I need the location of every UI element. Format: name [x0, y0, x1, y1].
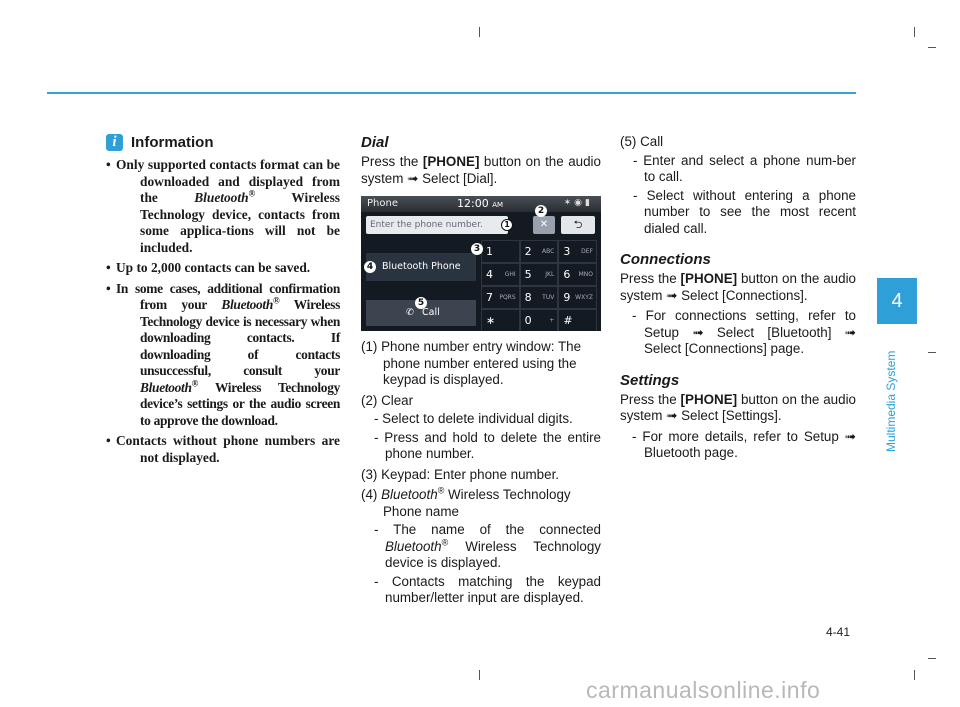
key-9[interactable]: 9 WXYZ [558, 286, 597, 309]
list-item: • Up to 2,000 contacts can be saved. [106, 260, 311, 275]
phone-number-input[interactable]: Enter the phone number. [366, 216, 508, 234]
callout-5: 5 [415, 297, 427, 309]
connections-title: Connections [620, 251, 711, 268]
information-header [106, 134, 340, 151]
callout-4: 4 [364, 261, 376, 273]
connections-intro: Press the [PHONE] button on the audio system ➟ Select [Connections]. [620, 271, 856, 303]
list-item: (1) Phone number entry window: The phone number entered using the keypad is displayed. [361, 339, 582, 387]
call-connections-settings [620, 134, 856, 462]
key-1[interactable]: 1 [481, 240, 520, 263]
settings-title: Settings [620, 371, 680, 389]
back-icon[interactable]: ⮌ [561, 216, 595, 234]
dial-intro: Press the [PHONE] button on the audio system ➟ Select [Dial]. [361, 154, 601, 186]
key-3[interactable]: 3 DEF [558, 240, 597, 263]
key-star[interactable]: ∗ [481, 309, 520, 331]
callout-1: 1 [501, 219, 513, 231]
keypad [481, 240, 597, 328]
phone-dial-screen [361, 196, 601, 331]
callout-3: 3 [471, 243, 483, 255]
key-7[interactable]: 7 PQRS [481, 286, 520, 309]
phone-handset-icon: ✆ [406, 307, 414, 318]
clock: 12:00 AM [457, 197, 504, 210]
list-item: • In some cases, additional confirmation from your Bluetooth® Wireless Technology device is necessary when downloading contacts. If downloading of contacts unsuccessful, consult your Bluetooth® Wireless Technology device’s settings or the audio screen to approve the download. [106, 280, 341, 428]
key-hash[interactable]: # [558, 309, 597, 331]
callout-2: 2 [535, 205, 547, 217]
settings-intro: Press the [PHONE] button on the audio system ➟ Select [Settings]. [620, 391, 856, 423]
crop-mark [928, 658, 936, 659]
list-item: (4) Bluetooth® Wireless Technology Phone name - The name of the connected Bluetooth® Wireless Technology device is displayed. - Contacts matching the keypad number/letter input are displayed. [361, 485, 601, 605]
key-2[interactable]: 2 ABC [520, 240, 559, 263]
key-6[interactable]: 6 MNO [558, 263, 597, 286]
status-icons: ✶◉▮ [563, 198, 593, 208]
information-title: Information [131, 134, 214, 151]
key-4[interactable]: 4 GHI [481, 263, 520, 286]
dial-title: Dial [361, 134, 389, 151]
list-item: • Contacts without phone numbers are not displayed. [106, 433, 340, 465]
clear-button[interactable]: ✕ [533, 216, 555, 234]
crop-mark [914, 27, 915, 37]
page-number: 4-41 [826, 625, 851, 639]
list-item: (5) Call - Enter and select a phone num-ber to call. - Select without entering a phone number to see the most recent dialed call. [620, 134, 856, 236]
information-box [106, 134, 340, 470]
info-icon: i [106, 134, 123, 151]
watermark: carmanualsonline.info [586, 677, 821, 703]
bluetooth-phone-name: Bluetooth Phone [366, 253, 476, 281]
crop-mark [928, 352, 936, 353]
key-5[interactable]: 5 JKL [520, 263, 559, 286]
crop-mark [914, 670, 915, 680]
header-rule [47, 92, 856, 94]
chapter-tab: 4 [877, 278, 917, 324]
key-0[interactable]: 0 + [520, 309, 559, 331]
crop-mark [479, 27, 480, 37]
call-button[interactable]: ✆ Call [366, 300, 476, 326]
connections-note: - For connections setting, refer to Setup ➟ Select [Bluetooth] ➟ Select [Connections] page. [632, 308, 856, 356]
information-list [106, 157, 340, 466]
list-item: • Only supported contacts format can be downloaded and displayed from the Bluetooth® Wireless Technology device, contacts from some applica-tions will not be included. [106, 157, 340, 255]
key-8[interactable]: 8 TUV [520, 286, 559, 309]
crop-mark [479, 670, 480, 680]
list-item: (3) Keypad: Enter phone number. [361, 466, 560, 482]
settings-note: - For more details, refer to Setup ➟ Bluetooth page. [632, 428, 856, 460]
screen-title: Phone [367, 198, 398, 209]
chapter-label: Multimedia System [884, 350, 898, 452]
crop-mark [928, 47, 936, 48]
dial-section [361, 134, 601, 607]
list-item: (2) Clear - Select to delete individual digits. - Press and hold to delete the entire phone number. [361, 392, 601, 461]
